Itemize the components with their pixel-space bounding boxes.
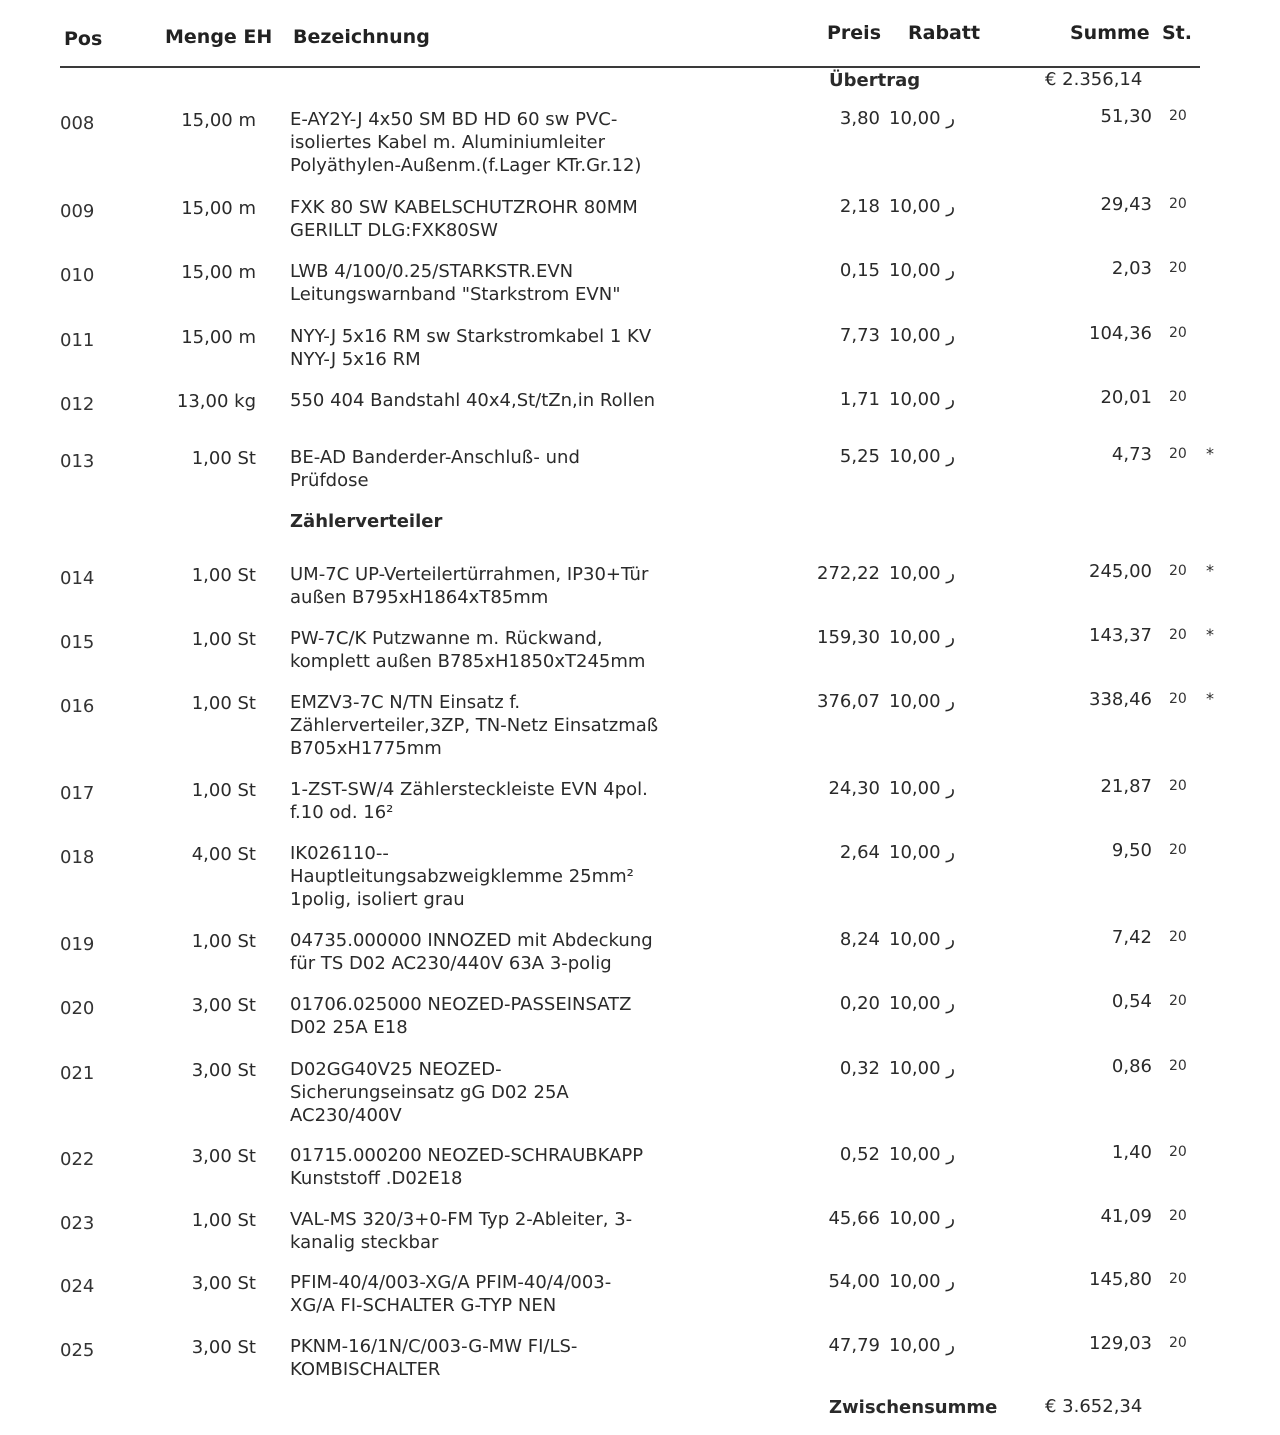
row-menge: 3,00 St [191,1060,256,1081]
description-line: PFIM-40/4/003-XG/A PFIM-40/4/003- [290,1272,612,1293]
row-summe: 51,30 [1100,106,1152,127]
row-st: 20 [1169,563,1187,579]
row-pos: 025 [60,1340,95,1361]
row-pos: 017 [60,783,95,804]
row-star-marker: * [1206,561,1214,580]
section-heading: Zählerverteiler [290,511,443,532]
description-line: 01706.025000 NEOZED-PASSEINSATZ [290,994,632,1015]
description-line: PW-7C/K Putzwanne m. Rückwand, [290,628,603,649]
row-description [290,993,680,1039]
row-pos: 015 [60,632,95,653]
description-line: 1polig, isoliert grau [290,889,465,910]
description-line: UM-7C UP-Verteilertürrahmen, IP30+Tür [290,564,649,585]
row-preis: 45,66 [828,1208,880,1229]
col-header-rabatt: Rabatt [908,22,981,44]
description-line: Sicherungseinsatz gG D02 25A [290,1082,569,1103]
row-menge: 3,00 St [191,1337,256,1358]
description-line: 04735.000000 INNOZED mit Abdeckung [290,930,653,951]
row-preis: 7,73 [839,325,880,346]
description-line: Hauptleitungsabzweigklemme 25mm² [290,866,634,887]
description-line: f.10 od. 16² [290,802,394,823]
row-preis: 1,71 [839,389,880,410]
row-summe: 29,43 [1100,194,1152,215]
row-st: 20 [1169,842,1187,858]
description-line: komplett außen B785xH1850xT245mm [290,651,646,672]
row-preis: 0,52 [839,1144,880,1165]
row-st: 20 [1169,627,1187,643]
description-line: KOMBISCHALTER [290,1359,441,1380]
row-menge: 1,00 St [191,931,256,952]
row-summe: 21,87 [1100,776,1152,797]
row-preis: 3,80 [839,108,880,129]
description-line: außen B795xH1864xT85mm [290,587,549,608]
row-st: 20 [1169,108,1187,124]
row-pos: 014 [60,568,95,589]
row-description [290,1271,680,1317]
row-menge: 3,00 St [191,1273,256,1294]
row-st: 20 [1169,993,1187,1009]
row-rabatt: 10,00 ر [889,1144,955,1165]
row-description [290,929,680,975]
row-st: 20 [1169,1058,1187,1074]
row-pos: 022 [60,1149,95,1170]
row-rabatt: 10,00 ر [889,1208,955,1229]
row-description [290,1208,680,1254]
row-rabatt: 10,00 ر [889,389,955,410]
description-line: Polyäthylen-Außenm.(f.Lager KTr.Gr.12) [290,155,642,176]
row-rabatt: 10,00 ر [889,691,955,712]
row-preis: 2,64 [839,842,880,863]
row-preis: 0,15 [839,260,880,281]
row-pos: 008 [60,113,95,134]
row-description [290,1335,680,1381]
description-line: 1-ZST-SW/4 Zählersteckleiste EVN 4pol. [290,779,648,800]
row-pos: 013 [60,451,95,472]
description-line: D02GG40V25 NEOZED- [290,1059,502,1080]
row-description [290,842,680,911]
row-summe: 245,00 [1089,561,1152,582]
row-summe: 129,03 [1089,1333,1152,1354]
row-description [290,325,680,371]
description-line: EMZV3-7C N/TN Einsatz f. [290,692,521,713]
row-summe: 145,80 [1089,1269,1152,1290]
row-summe: 4,73 [1111,444,1152,465]
col-header-pos: Pos [64,28,103,50]
row-description [290,563,680,609]
row-preis: 8,24 [839,929,880,950]
row-st: 20 [1169,1335,1187,1351]
row-menge: 1,00 St [191,780,256,801]
description-line: BE-AD Banderder-Anschluß- und [290,447,580,468]
row-menge: 15,00 m [181,110,256,131]
row-preis: 272,22 [817,563,880,584]
row-summe: 338,46 [1089,689,1152,710]
description-line: Zählerverteiler,3ZP, TN-Netz Einsatzmaß [290,715,659,736]
row-rabatt: 10,00 ر [889,929,955,950]
row-summe: 0,86 [1111,1056,1152,1077]
row-preis: 54,00 [828,1271,880,1292]
description-line: NYY-J 5x16 RM [290,349,421,370]
row-pos: 021 [60,1063,95,1084]
row-rabatt: 10,00 ر [889,325,955,346]
description-line: FXK 80 SW KABELSCHUTZROHR 80MM [290,197,638,218]
row-rabatt: 10,00 ر [889,627,955,648]
row-preis: 5,25 [839,446,880,467]
row-description [290,1058,680,1127]
col-header-menge-eh: Menge EH [165,26,273,48]
row-menge: 3,00 St [191,995,256,1016]
row-menge: 1,00 St [191,629,256,650]
description-line: VAL-MS 320/3+0-FM Typ 2-Ableiter, 3- [290,1209,633,1230]
uebertrag-label: Übertrag [829,70,921,91]
description-line: D02 25A E18 [290,1017,408,1038]
description-line: 550 404 Bandstahl 40x4,St/tZn,in Rollen [290,390,656,411]
row-rabatt: 10,00 ر [889,260,955,281]
row-description [290,108,680,177]
zwischensumme-value: € 3.652,34 [1045,1396,1143,1417]
row-star-marker: * [1206,625,1214,644]
row-summe: 1,40 [1111,1142,1152,1163]
row-pos: 018 [60,847,95,868]
row-menge: 15,00 m [181,198,256,219]
row-preis: 24,30 [828,778,880,799]
row-description [290,691,680,760]
description-line: PKNM-16/1N/C/003-G-MW FI/LS- [290,1336,578,1357]
row-menge: 1,00 St [191,1210,256,1231]
col-header-summe: Summe [1070,22,1150,44]
row-st: 20 [1169,1144,1187,1160]
row-pos: 016 [60,696,95,717]
row-st: 20 [1169,260,1187,276]
description-line: für TS D02 AC230/440V 63A 3-polig [290,953,612,974]
row-pos: 009 [60,201,95,222]
row-preis: 47,79 [828,1335,880,1356]
row-st: 20 [1169,1271,1187,1287]
row-pos: 024 [60,1276,95,1297]
row-description [290,627,680,673]
row-rabatt: 10,00 ر [889,842,955,863]
description-line: Prüfdose [290,470,369,491]
row-rabatt: 10,00 ر [889,1058,955,1079]
row-preis: 159,30 [817,627,880,648]
row-st: 20 [1169,325,1187,341]
description-line: AC230/400V [290,1105,402,1126]
row-rabatt: 10,00 ر [889,196,955,217]
row-star-marker: * [1206,444,1214,463]
zwischensumme-label: Zwischensumme [829,1397,998,1418]
description-line: B705xH1775mm [290,738,442,759]
row-st: 20 [1169,446,1187,462]
row-st: 20 [1169,929,1187,945]
row-st: 20 [1169,196,1187,212]
row-menge: 15,00 m [181,327,256,348]
description-line: Kunststoff .D02E18 [290,1168,463,1189]
description-line: IK026110-- [290,843,389,864]
description-line: NYY-J 5x16 RM sw Starkstromkabel 1 KV [290,326,652,347]
row-summe: 143,37 [1089,625,1152,646]
description-line: 01715.000200 NEOZED-SCHRAUBKAPP [290,1145,644,1166]
row-pos: 020 [60,998,95,1019]
row-star-marker: * [1206,689,1214,708]
row-pos: 011 [60,330,95,351]
row-st: 20 [1169,389,1187,405]
row-description [290,389,680,412]
row-preis: 376,07 [817,691,880,712]
row-menge: 1,00 St [191,565,256,586]
row-description [290,446,680,492]
row-pos: 010 [60,265,95,286]
row-menge: 1,00 St [191,448,256,469]
row-st: 20 [1169,691,1187,707]
row-rabatt: 10,00 ر [889,1271,955,1292]
row-rabatt: 10,00 ر [889,778,955,799]
row-description [290,1144,680,1190]
row-menge: 15,00 m [181,262,256,283]
row-preis: 2,18 [839,196,880,217]
description-line: GERILLT DLG:FXK80SW [290,220,498,241]
row-menge: 3,00 St [191,1146,256,1167]
row-menge: 13,00 kg [176,391,256,412]
row-rabatt: 10,00 ر [889,563,955,584]
row-summe: 7,42 [1111,927,1152,948]
row-rabatt: 10,00 ر [889,446,955,467]
col-header-st: St. [1162,22,1192,44]
row-pos: 023 [60,1213,95,1234]
col-header-preis: Preis [827,22,882,44]
uebertrag-value: € 2.356,14 [1045,69,1143,90]
row-rabatt: 10,00 ر [889,993,955,1014]
row-summe: 9,50 [1111,840,1152,861]
description-line: E-AY2Y-J 4x50 SM BD HD 60 sw PVC- [290,109,618,130]
description-line: kanalig steckbar [290,1232,439,1253]
row-st: 20 [1169,778,1187,794]
row-menge: 4,00 St [191,844,256,865]
row-summe: 104,36 [1089,323,1152,344]
row-summe: 2,03 [1111,258,1152,279]
row-summe: 20,01 [1100,387,1152,408]
row-summe: 41,09 [1100,1206,1152,1227]
row-pos: 012 [60,394,95,415]
description-line: isoliertes Kabel m. Aluminiumleiter [290,132,606,153]
row-description [290,778,680,824]
description-line: XG/A FI-SCHALTER G-TYP NEN [290,1295,557,1316]
row-description [290,196,680,242]
row-preis: 0,20 [839,993,880,1014]
col-header-bezeichnung: Bezeichnung [293,26,430,48]
row-menge: 1,00 St [191,693,256,714]
row-summe: 0,54 [1111,991,1152,1012]
row-rabatt: 10,00 ر [889,108,955,129]
row-preis: 0,32 [839,1058,880,1079]
row-pos: 019 [60,934,95,955]
row-st: 20 [1169,1208,1187,1224]
header-rule [60,66,1200,68]
description-line: Leitungswarnband "Starkstrom EVN" [290,284,621,305]
row-description [290,260,680,306]
row-rabatt: 10,00 ر [889,1335,955,1356]
description-line: LWB 4/100/0.25/STARKSTR.EVN [290,261,574,282]
